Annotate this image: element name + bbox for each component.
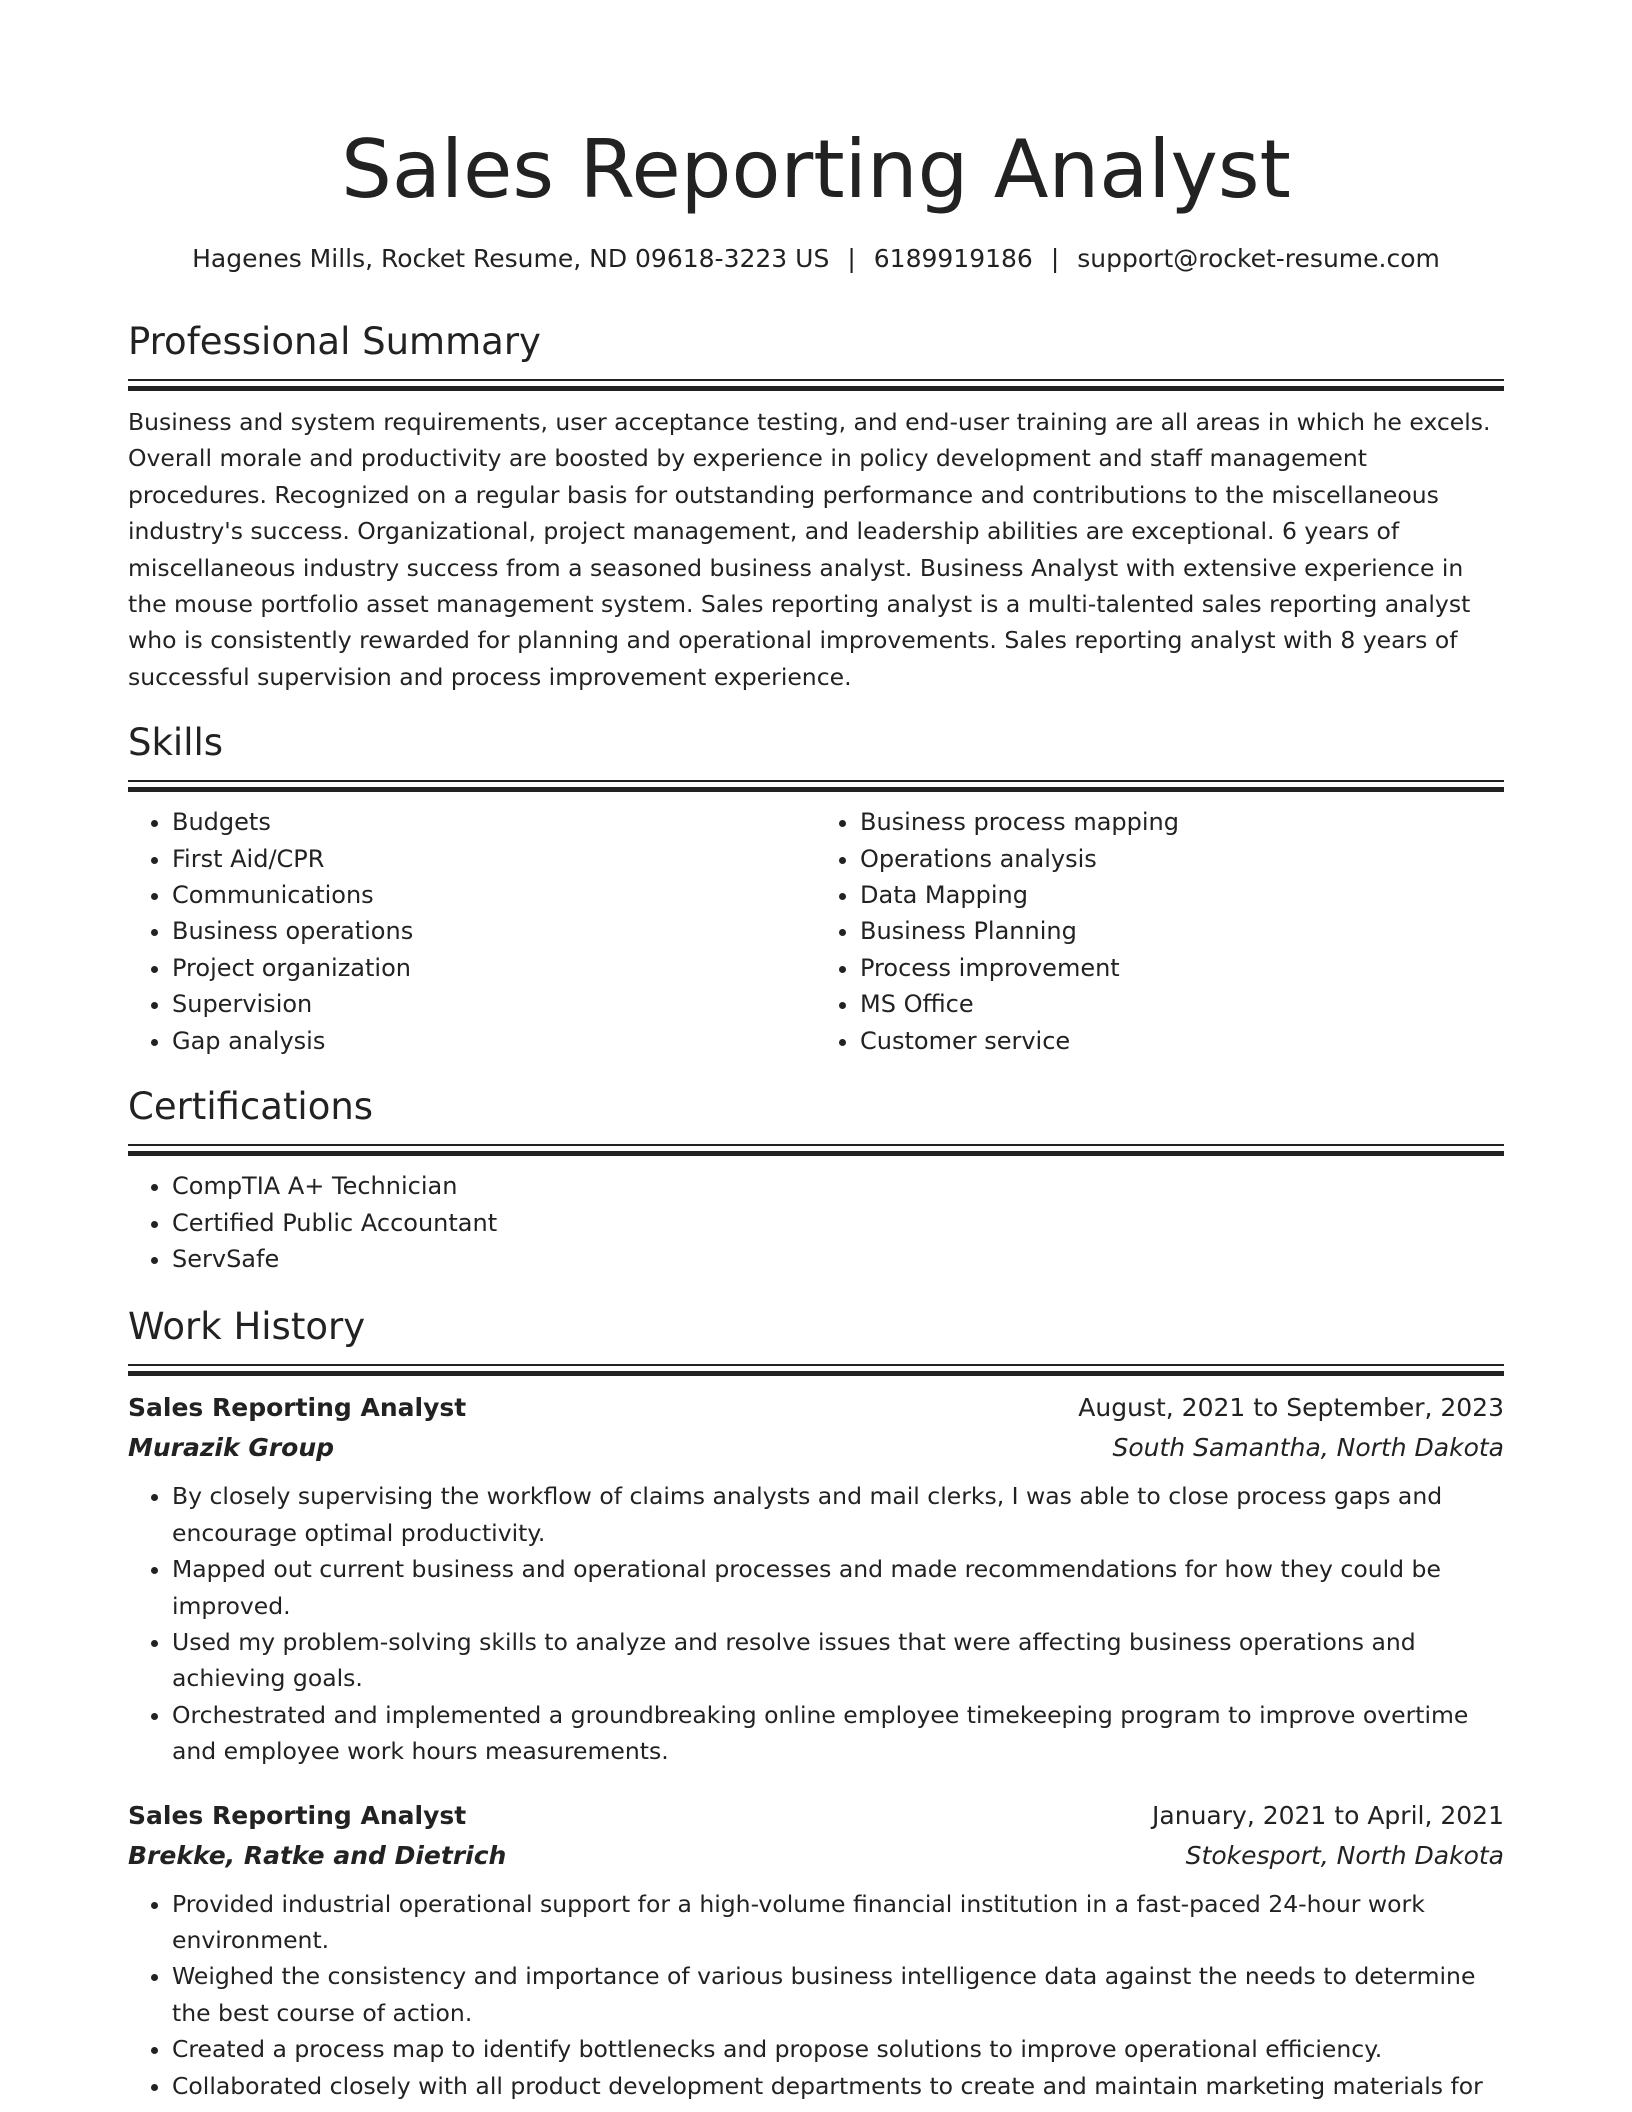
summary-heading: Professional Summary bbox=[128, 320, 541, 363]
job-title: Sales Reporting Analyst bbox=[128, 1393, 467, 1423]
job-dates: January, 2021 to April, 2021 bbox=[1152, 1800, 1504, 1830]
job-bullet: • Weighed the consistency and importance of various business intelligence data against the needs to determine the best course of action. bbox=[172, 1958, 1504, 2031]
certification-item: • Certified Public Accountant bbox=[172, 1205, 1504, 1241]
job-bullet: • Collaborated closely with all product development departments to create and maintain marketing materials for bbox=[172, 2068, 1504, 2104]
certifications-list bbox=[128, 1168, 1504, 1277]
skills-left-list bbox=[128, 804, 816, 1059]
job-bullets bbox=[128, 1886, 1504, 2104]
job-header-row bbox=[128, 1796, 1504, 1836]
job-bullet: • Provided industrial operational support for a high-volume financial institution in a fast-paced 24-hour work environment. bbox=[172, 1886, 1504, 1959]
certifications-heading: Certifications bbox=[128, 1085, 374, 1129]
job-title: Sales Reporting Analyst bbox=[128, 1800, 467, 1830]
skills-columns bbox=[128, 804, 1504, 1059]
summary-text: Business and system requirements, user acceptance testing, and end-user training are all areas in which he excels. Overall morale and productivity are boosted by experience in policy development and staff management procedures. Recognized on a regular basis for outstanding performance and contributions to the miscellaneous industry's success. Organizational, project management, and leadership abilities are exceptional. 6 years of miscellaneous industry success from a seasoned business analyst. Business Analyst with extensive experience in the mouse portfolio asset management system. Sales reporting analyst is a multi-talented sales reporting analyst who is consistently rewarded for planning and operational improvements. Sales reporting analyst with 8 years of successful supervision and process improvement experience. bbox=[128, 408, 1491, 691]
job-entry bbox=[128, 1388, 1504, 1769]
skill-item: • Process improvement bbox=[860, 950, 1504, 986]
section-divider bbox=[128, 1144, 1504, 1156]
skill-item: • Operations analysis bbox=[860, 841, 1504, 877]
job-company: Murazik Group bbox=[128, 1433, 335, 1463]
skill-item: • First Aid/CPR bbox=[172, 841, 816, 877]
job-bullets bbox=[128, 1478, 1504, 1769]
skill-item: • Gap analysis bbox=[172, 1023, 816, 1059]
job-bullet: • Mapped out current business and operational processes and made recommendations for how they could be improved. bbox=[172, 1551, 1504, 1624]
contact-line bbox=[128, 242, 1504, 276]
skill-item: • Business operations bbox=[172, 913, 816, 949]
section-divider bbox=[128, 379, 1504, 391]
contact-separator: | bbox=[1050, 244, 1060, 273]
work-history-heading: Work History bbox=[128, 1305, 366, 1349]
job-bullet: • Used my problem-solving skills to analyze and resolve issues that were affecting business operations and achieving goals. bbox=[172, 1624, 1504, 1697]
resume-title: Sales Reporting Analyst bbox=[341, 123, 1291, 216]
skills-right-list bbox=[816, 804, 1504, 1059]
job-bullet: • Orchestrated and implemented a groundbreaking online employee timekeeping program to improve overtime and employee work hours measurements. bbox=[172, 1697, 1504, 1770]
job-location: Stokesport, North Dakota bbox=[1185, 1840, 1504, 1870]
section-divider bbox=[128, 1364, 1504, 1376]
summary-section bbox=[128, 314, 1504, 695]
job-bullet: • Created a process map to identify bottlenecks and propose solutions to improve operational efficiency. bbox=[172, 2031, 1504, 2067]
job-location: South Samantha, North Dakota bbox=[1112, 1433, 1504, 1463]
skill-item: • Data Mapping bbox=[860, 877, 1504, 913]
job-header-row bbox=[128, 1388, 1504, 1428]
section-divider bbox=[128, 780, 1504, 792]
skill-item: • Supervision bbox=[172, 986, 816, 1022]
job-dates: August, 2021 to September, 2023 bbox=[1078, 1393, 1504, 1423]
skill-item: • Communications bbox=[172, 877, 816, 913]
work-history-section bbox=[128, 1299, 1504, 2104]
certification-item: • CompTIA A+ Technician bbox=[172, 1168, 1504, 1204]
contact-separator: | bbox=[847, 244, 856, 273]
job-bullet: • By closely supervising the workflow of claims analysts and mail clerks, I was able to close process gaps and encourage optimal productivity. bbox=[172, 1478, 1504, 1551]
job-company-row bbox=[128, 1428, 1504, 1468]
skill-item: • Customer service bbox=[860, 1023, 1504, 1059]
job-entry bbox=[128, 1796, 1504, 2104]
job-company: Brekke, Ratke and Dietrich bbox=[128, 1840, 507, 1870]
contact-email: support@rocket-resume.com bbox=[1077, 244, 1440, 273]
job-company-row bbox=[128, 1836, 1504, 1876]
skill-item: • Budgets bbox=[172, 804, 816, 840]
resume-page bbox=[128, 0, 1504, 2104]
skill-item: • MS Office bbox=[860, 986, 1504, 1022]
certification-item: • ServSafe bbox=[172, 1241, 1504, 1277]
skill-item: • Business process mapping bbox=[860, 804, 1504, 840]
certifications-section bbox=[128, 1079, 1504, 1277]
skills-section bbox=[128, 715, 1504, 1059]
skill-item: • Project organization bbox=[172, 950, 816, 986]
contact-phone: 6189919186 bbox=[873, 244, 1033, 273]
skill-item: • Business Planning bbox=[860, 913, 1504, 949]
contact-address: Hagenes Mills, Rocket Resume, ND 09618-3223 US bbox=[192, 244, 830, 273]
skills-heading: Skills bbox=[128, 721, 224, 765]
